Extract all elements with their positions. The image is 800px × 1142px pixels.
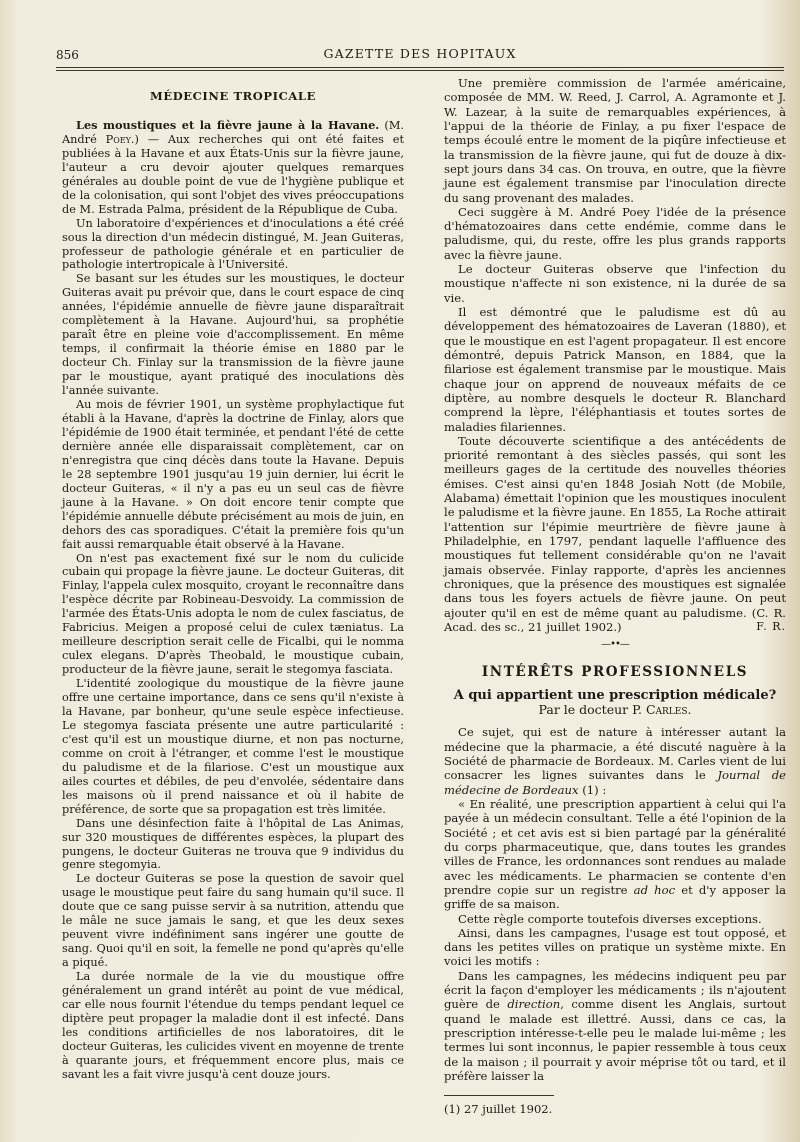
article-intro [62,119,404,217]
paragraph-text: , comme disent les Anglais, surtout quand le malade est illettré. Aussi, dans ce cas, la prescription intéresse-t-elle peu le malade lui-même ; les termes lui sont inconnus, le papier ressemble à tous ceux de la maison ; il pourrait y avoir méprise tôt ou tard, et il préfère laisser la [444,997,786,1083]
header-rule-top [56,67,784,68]
page-header [56,44,784,66]
paragraph-text: Toute découverte scientifique a des antécédents de priorité remontant à des siècles passés, qui sont les meilleurs gages de la certitude des nouvelles théories émises. C'est ainsi qu'en 1848 Josiah Nott (de Mobile, Alabama) émettait l'opinion que les moustiques inoculent le paludisme et la fièvre jaune. En 1855, La Roche attirait l'attention sur l'épimie meurtrière de fièvre jaune à Philadelphie, en 1797, pendant laquelle l'affluence des moustiques fut tellement considérable qu'on ne l'avait jamais observée. Finlay rapporte, d'après les anciennes chroniques, que la présence des moustiques est signalée dans tous les foyers actuels de fièvre jaune. On peut ajouter qu'il en est de même quant au paludisme. (C. R. Acad. des sc., 21 juillet 1902.) [444,433,786,634]
paragraph-with-signature [444,434,786,634]
paragraph: Se basant sur les études sur les moustiques, le docteur Guiteras avait pu prévoir que, dans le court espace de cinq années, l'épidémie annuelle de fièvre jaune disparaîtrait complètement à la Havane. Aujourd'hui, sa prophétie paraît être en pleine voie d'accomplissement. En même temps, il confirmait la théorie émise en 1880 par le docteur Ch. Finlay sur la transmission de la fièvre jaune par le moustique, ayant pratiqué des inoculations dès l'année suivante. [62,272,404,398]
paragraph-text: Ce sujet, qui est de nature à intéresser autant la médecine que la pharmacie, a été discuté naguère à la Société de pharmacie de Bordeaux. M. Carles vient de lui consacrer les lignes suivantes dans le [444,725,786,783]
journal-title: GAZETTE DES HOPITAUX [323,46,517,61]
article-title: A qui appartient une prescription médicale? [453,687,777,703]
paragraph-text: « En réalité, une prescription appartient à celui qui l'a payée à un médecin consultant. Telle a été l'opinion de la Société ; et cet avis est si bien partagé par la généralité du corps pharmaceutique, que, dans toutes les grandes villes de France, les ordonnances sont rendues au malade avec les médicaments. Le pharmacien se contente d'en prendre copie sur un registre [444,797,786,897]
footnote-rule [444,1095,554,1096]
intro-text: — Aux recherches qui ont été faites et publiées à la Havane et aux États-Unis sur la fièvre jaune, l'auteur a cru devoir ajouter quelques remarques générales au double point de vue de l'hygiène publique et de la colonisation, qui sont l'objet des vives préoccupations de M. Estrada Palma, président de la République de Cuba. [62,132,404,216]
right-column [444,76,786,1117]
paragraph: Une première commission de l'armée américaine, composée de MM. W. Reed, J. Carrol, A. Agramonte et J. W. Lazear, à la suite de remarquables expériences, à l'appui de la théorie de Finlay, a pu fixer l'espace de temps écoulé entre le moment de la piqûre infectieuse et la transmission de la fièvre jaune, qui fut de douze à dix-sept jours dans 34 cas. On trouva, en outre, que la fièvre jaune est également transmise par l'inoculation directe du sang provenant des malades. [444,76,786,205]
header-rule-bottom [56,70,784,71]
article-title: Les moustiques et la fièvre jaune à la Havane. [76,117,380,132]
paragraph: Le docteur Guiteras observe que l'infection du moustique n'affecte ni son existence, ni la durée de sa vie. [444,262,786,305]
latin-phrase: ad hoc [633,882,676,897]
paragraph: On n'est pas exactement fixé sur le nom du culicide cubain qui propage la fièvre jaune. Le docteur Guiteras, dit Finlay, l'appela culex mosquito, croyant le reconnaître dans l'espèce décrite par Robineau-Desvoidy. La commission de l'armée des États-Unis adopta le nom de culex fasciatus, de Fabricius. Meigen a proposé celui de culex tæniatus. La meilleure description serait celle de Ficalbi, qui le nomma culex elegans. D'après Theobald, le moustique cubain, producteur de la fièvre jaune, serait le stegomya fasciata. [62,551,404,677]
paragraph [444,797,786,912]
paragraph: Il est démontré que le paludisme est dû au développement des hématozoaires de Laveran (1880), et que le moustique en est l'agent propagateur. Il est encore démontré, depuis Patrick Manson, en 1884, que la filariose est également transmise par le moustique. Mais chaque jour on apprend de nouveaux méfaits de ce diptère, au nombre desquels le docteur R. Blanchard comprend la lèpre, l'éléphantiasis et toutes sortes de maladies filariennes. [444,305,786,434]
left-column [62,76,404,1082]
paragraph [444,725,786,797]
paragraph-text: Dans les campagnes, les médecins indiquent peu par écrit la façon d'employer les médicaments ; ils n'ajoutent guère de [444,968,786,1012]
author-name: Poey.) [105,132,139,146]
section-title-medecine-tropicale: MÉDECINE TROPICALE [150,89,316,103]
separator-ornament: —••— [601,639,629,651]
paragraph-text: (1) : [578,782,607,797]
paragraph: Au mois de février 1901, un système prophylactique fut établi à la Havane, d'après la doctrine de Finlay, alors que l'épidémie de 1900 était terminée, et pendant l'été de cette dernière année elle disparaissait complètement, car on n'enregistra que cinq décès dans toute la Havane. Depuis le 28 septembre 1901 jusqu'au 19 juin dernier, lui écrit le docteur Guiteras, « il n'y a pas eu un seul cas de fièvre jaune à la Havane. » On doit encore tenir compte que l'épidémie annuelle débute précisément au mois de juin, en dehors des cas sporadiques. C'était la première fois qu'un fait aussi remarquable était observé à la Havane. [62,398,404,551]
byline-name: Carles. [645,702,692,718]
byline-prefix: Par le docteur P. [538,702,642,718]
paragraph: Le docteur Guiteras se pose la question de savoir quel usage le moustique peut faire du sang humain qu'il suce. Il doute que ce sang puisse servir à sa nutrition, attendu que le mâle ne suce jamais le sang, et que les deux sexes peuvent vivre indéfiniment sans ingérer une goutte de sang. Quoi qu'il en soit, la femelle ne pond qu'après qu'elle a piqué. [62,872,404,970]
footnote: (1) 27 juillet 1902. [444,1102,553,1117]
signature: F. R. [756,619,786,633]
italic-word: direction [507,997,561,1012]
paragraph: L'identité zoologique du moustique de la fièvre jaune offre une certaine importance, dans ce sens qu'il n'existe à la Havane, par bonheur, qu'une seule espèce infectieuse. Le stegomya fasciata présente une autre particularité : c'est qu'il est un moustique diurne, et non pas nocturne, comme on croit à l'étranger, et comme l'est le moustique du paludisme et de la filariose. C'est un moustique aux ailes courtes et débiles, de peu d'envolée, sédentaire dans les maisons où il prend naissance et où il habite de préférence, de sorte que sa propagation est très limitée. [62,677,404,816]
paragraph [444,969,786,1084]
journal-reference: Journal de médecine de Bordeaux [444,768,786,797]
byline [444,703,786,717]
paragraph: La durée normale de la vie du moustique offre généralement un grand intérêt au point de vue médical, car elle nous fournit l'étendue du temps pendant lequel ce diptère peut propager la maladie dont il est infecté. Dans les conditions artificielles de nos laboratoires, dit le docteur Guiteras, les culicides vivent en moyenne de trente à quarante jours, et fréquemment encore plus, mais ce savant les a fait vivre jusqu'à cent douze jours. [62,970,404,1081]
paragraph: Dans une désinfection faite à l'hôpital de Las Animas, sur 320 moustiques de différentes espèces, la plupart des pungens, le docteur Guiteras ne trouva que 9 individus du genre stegomyia. [62,816,404,872]
paragraph: Un laboratoire d'expériences et d'inoculations a été créé sous la direction d'un médecin distingué, M. Jean Guiteras, professeur de pathologie générale et en particulier de pathologie intertropicale à l'Université. [62,216,404,272]
paragraph: Cette règle comporte toutefois diverses exceptions. [458,911,762,926]
paragraph: Ainsi, dans les campagnes, l'usage est tout opposé, et dans les petites villes on pratique un système mixte. En voici les motifs : [444,925,786,969]
paragraph: Ceci suggère à M. André Poey l'idée de la présence d'hématozoaires dans cette endémie, comme dans le paludisme, qui, du reste, offre les plus grands rapports avec la fièvre jaune. [444,204,786,262]
paragraph-text: et d'y apposer la griffe de sa maison. [444,882,786,912]
author-prefix: (M. André [62,118,404,146]
page-number: 856 [56,48,79,62]
section-title-interets-professionnels: INTÉRÊTS PROFESSIONNELS [481,663,749,680]
